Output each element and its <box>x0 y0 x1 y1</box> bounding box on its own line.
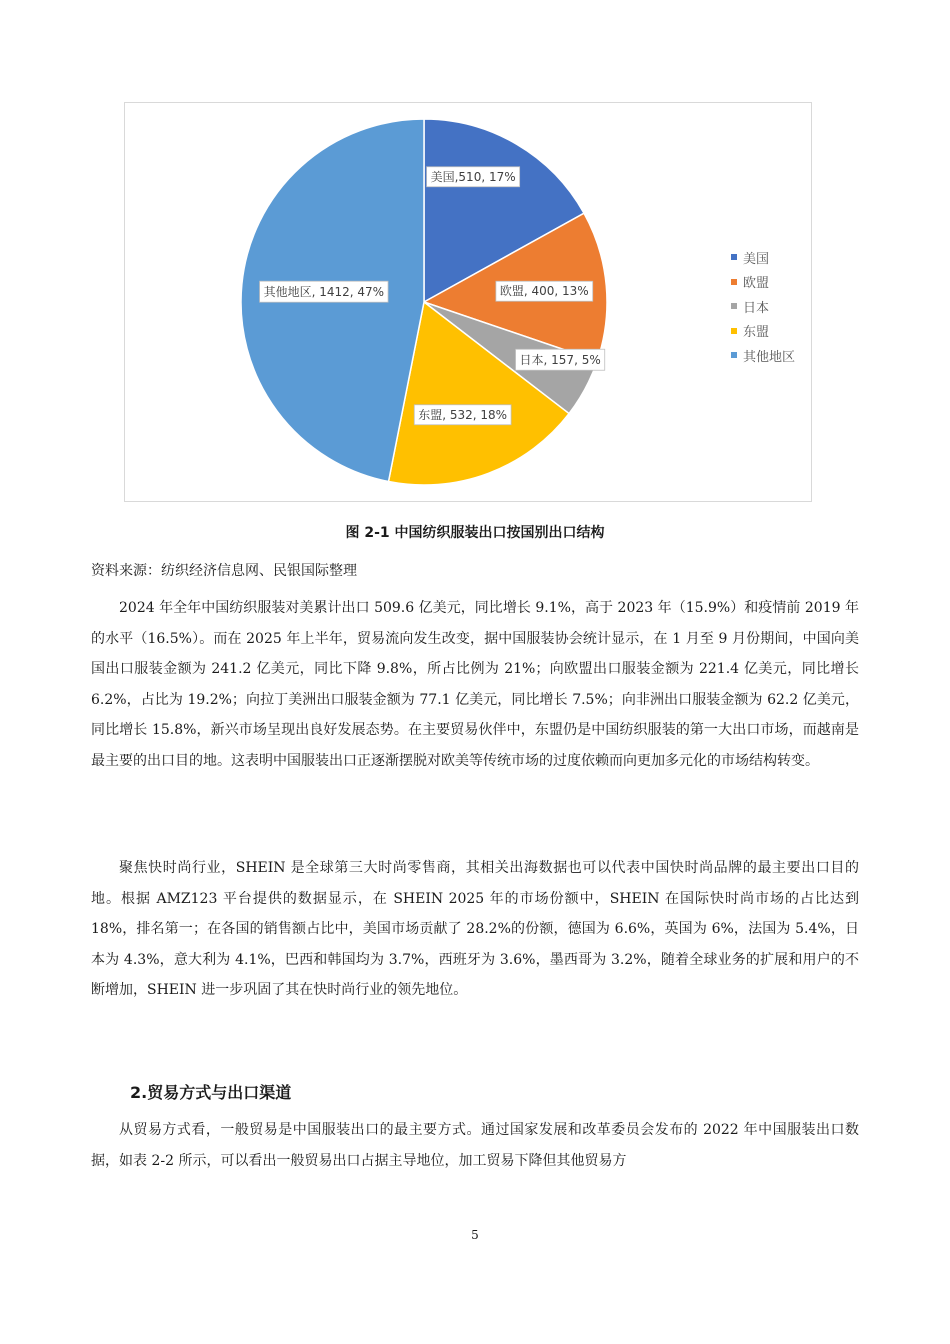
figure-caption: 图 2-1 中国纺织服装出口按国别出口结构 <box>345 525 605 541</box>
data-label-group-0 <box>427 167 520 187</box>
data-label-group-3 <box>414 405 511 425</box>
legend-label-2: 日本 <box>743 300 770 316</box>
legend-swatch-3 <box>731 328 737 334</box>
data-label-group-1 <box>496 281 593 301</box>
data-label-group-2 <box>516 349 605 370</box>
paragraph-3: 从贸易方式看，一般贸易是中国服装出口的最主要方式。通过国家发展和改革委员会发布的 2022 年中国服装出口数据，如表 2-2 所示，可以看出一般贸易出口占据主导地位，加工贸易下降但其他贸易方 <box>91 1122 859 1169</box>
data-label-2: 日本, 157, 5% <box>519 353 601 368</box>
legend-swatch-4 <box>731 352 737 358</box>
paragraph-1: 2024 年全年中国纺织服装对美累计出口 509.6 亿美元，同比增长 9.1%，高于 2023 年（15.9%）和疫情前 2019 年的水平（16.5%）。而在 2025 年上半年，贸易流向发生改变，据中国服装协会统计显示，在 1 月至 9 月份期间，中国向美国出口服装金额为 241.2 亿美元，同比下降 9.8%，所占比例为 21%；向欧盟出口服装金额为 221.4 亿美元，同比增长 6.2%，占比为 19.2%；向拉丁美洲出口服装金额为 77.1 亿美元，同比增长 7.5%；向非洲出口服装金额为 62.2 亿美元，同比增长 15.8%，新兴市场呈现出良好发展态势。在主要贸易伙伴中，东盟仍是中国纺织服装的第一大出口市场，而越南是最主要的出口目的地。这表明中国服装出口正逐渐摆脱对欧美等传统市场的过度依赖而向更加多元化的市场结构转变。 <box>91 600 859 769</box>
paragraph-2: 聚焦快时尚行业，SHEIN 是全球第三大时尚零售商，其相关出海数据也可以代表中国快时尚品牌的最主要出口目的地。根据 AMZ123 平台提供的数据显示，在 SHEIN 2025 年的市场份额中，SHEIN 在国际快时尚市场的占比达到 18%，排名第一；在各国的销售额占比中，美国市场贡献了 28.2%的份额，德国为 6.6%，英国为 6%，法国为 5.4%，日本为 4.3%，意大利为 4.1%，巴西和韩国均为 3.7%，西班牙为 3.6%，墨西哥为 3.2%，随着全球业务的扩展和用户的不断增加，SHEIN 进一步巩固了其在快时尚行业的领先地位。 <box>91 860 859 998</box>
legend-item-3 <box>731 319 821 344</box>
page-number: 5 <box>471 1228 479 1242</box>
legend-swatch-0 <box>731 254 737 260</box>
legend-item-2 <box>731 294 821 319</box>
data-label-1: 欧盟, 400, 13% <box>499 284 589 299</box>
section-heading: 2.贸易方式与出口渠道 <box>130 1083 292 1102</box>
legend-item-4 <box>731 343 821 368</box>
legend-item-0 <box>731 245 821 270</box>
legend-swatch-2 <box>731 303 737 309</box>
legend-label-1: 欧盟 <box>743 276 770 292</box>
legend-label-0: 美国 <box>743 251 770 267</box>
legend-swatch-1 <box>731 279 737 285</box>
legend-label-3: 东盟 <box>743 325 770 341</box>
chart-legend <box>731 245 821 368</box>
data-label-0: 美国,510, 17% <box>430 169 516 184</box>
pie-chart-svg <box>125 103 813 503</box>
pie-chart <box>124 102 812 502</box>
data-label-4: 其他地区, 1412, 47% <box>263 285 385 300</box>
legend-label-4: 其他地区 <box>743 349 796 365</box>
data-label-3: 东盟, 532, 18% <box>418 407 508 422</box>
data-label-group-4 <box>260 281 388 302</box>
legend-item-1 <box>731 270 821 295</box>
data-source: 资料来源：纺织经济信息网、民银国际整理 <box>91 563 357 579</box>
